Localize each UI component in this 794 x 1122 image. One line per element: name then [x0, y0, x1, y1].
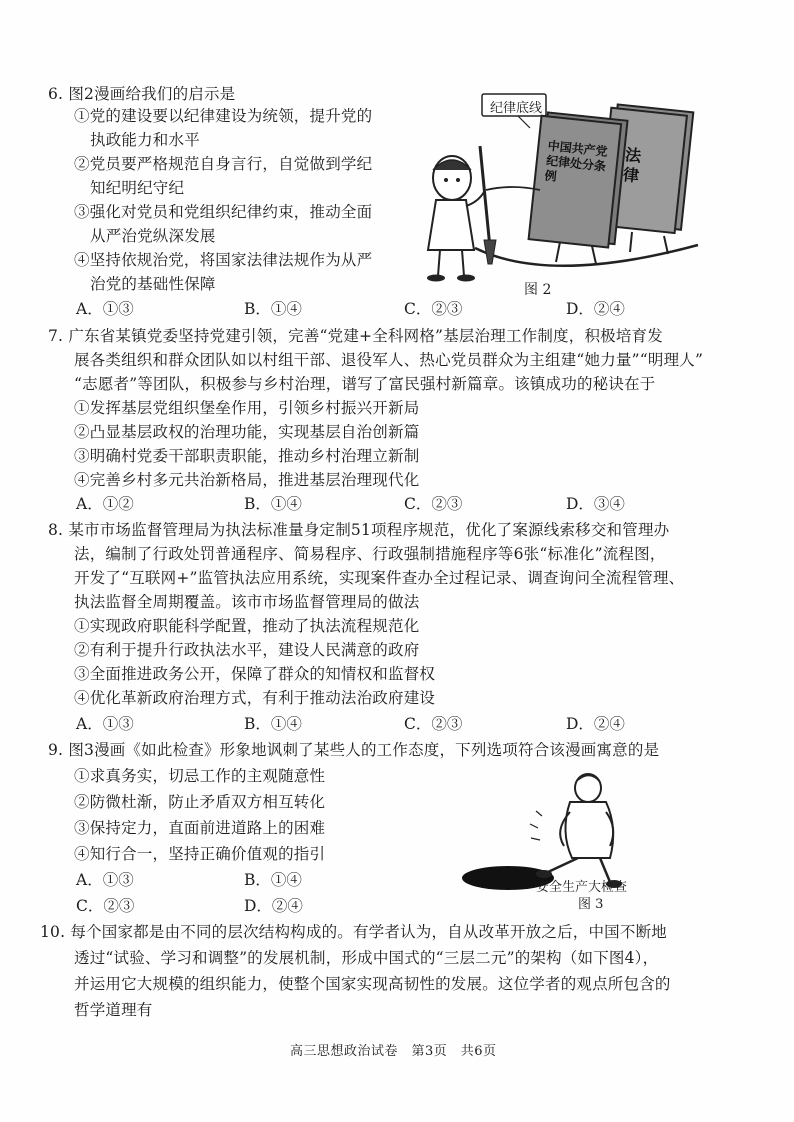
figure-3-label: 安全生产大检查 [536, 880, 628, 895]
q8-stem-line-3: 开发了“互联网+”监管执法应用系统，实现案件查办全过程记录、调查询问全流程管理、 [74, 569, 685, 587]
q7-item-1: ①发挥基层党组织堡垒作用，引领乡村振兴开新局 [74, 399, 420, 417]
q8-option-b: B．①④ [244, 715, 302, 733]
figure-3-caption: 图 3 [578, 897, 604, 912]
q7-stem-line-2: 展各类组织和群众团队如以村组干部、退役军人、热心党员群众为主组建“她力量”“明理人” [74, 351, 704, 369]
q10-stem-line-2: 透过“试验、学习和调整”的发展机制，形成中国式的“三层二元”的架构（如下图4）， [74, 949, 659, 967]
q8-item-4: ④优化革新政府治理方式，有利于推动法治政府建设 [74, 689, 436, 707]
q9-option-c: C．②③ [76, 897, 135, 915]
q9-item-2: ②防微杜渐，防止矛盾双方相互转化 [74, 793, 326, 811]
q6-item-4-line-2: 治党的基础性保障 [90, 275, 216, 293]
figure-2-drawing [400, 80, 700, 300]
q7-stem-line-3: “志愿者”等团队，积极参与乡村治理，谱写了富民强村新篇章。该镇成功的秘诀在于 [74, 375, 656, 393]
q7-stem-line-1: 7. 广东省某镇党委坚持党建引领，完善“党建+全科网格”基层治理工作制度，积极培育发 [48, 327, 663, 345]
q6-item-3-line-1: ③强化对党员和党组织纪律约束，推动全面 [74, 203, 373, 221]
q6-item-3-line-2: 从严治党纵深发展 [90, 227, 216, 245]
q6-item-2-line-1: ②党员要严格规范自身言行，自觉做到学纪 [74, 155, 373, 173]
q6-option-b: B．①④ [244, 300, 302, 318]
q6-option-c: C．②③ [404, 300, 463, 318]
q9-stem: 9. 图3漫画《如此检查》形象地讽刺了某些人的工作态度，下列选项符合该漫画寓意的是 [48, 741, 660, 759]
q7-option-a: A．①② [76, 495, 134, 513]
q6-item-1-line-2: 执政能力和水平 [90, 131, 200, 149]
q9-item-3: ③保持定力，直面前进道路上的困难 [74, 819, 326, 837]
q7-option-b: B．①④ [244, 495, 302, 513]
q9-item-1: ①求真务实，切忌工作的主观随意性 [74, 767, 326, 785]
figure-3-cartoon [450, 762, 650, 912]
q7-option-d: D．③④ [566, 495, 625, 513]
figure-2-cartoon [400, 80, 700, 300]
page-footer: 高三思想政治试卷 第3页 共6页 [290, 1044, 497, 1059]
q8-item-2: ②有利于提升行政执法水平，建设人民满意的政府 [74, 641, 420, 659]
q8-option-c: C．②③ [404, 715, 463, 733]
figure-2-book-1-title: 中国共产党纪律处分条例 [543, 138, 609, 184]
q8-item-3: ③全面推进政务公开，保障了群众的知情权和监督权 [74, 665, 436, 683]
figure-2-caption: 图 2 [524, 282, 552, 298]
q9-item-4: ④知行合一，坚持正确价值观的指引 [74, 845, 326, 863]
q10-stem-line-4: 哲学道理有 [74, 1001, 153, 1019]
q6-item-4-line-1: ④坚持依规治党，将国家法律法规作为从严 [74, 251, 373, 269]
q10-stem-line-3: 并运用它大规模的组织能力，使整个国家实现高韧性的发展。这位学者的观点所包含的 [74, 975, 671, 993]
q6-option-d: D．②④ [566, 300, 625, 318]
figure-2-book-2-title: 法律 [622, 145, 643, 186]
q6-item-2-line-2: 知纪明纪守纪 [90, 179, 185, 197]
q9-option-d: D．②④ [244, 897, 303, 915]
q7-item-2: ②凸显基层政权的治理功能，实现基层自治创新篇 [74, 423, 420, 441]
q8-item-1: ①实现政府职能科学配置，推动了执法流程规范化 [74, 617, 420, 635]
q7-item-3: ③明确村党委干部职责职能，推动乡村治理立新制 [74, 447, 420, 465]
q10-stem-line-1: 10. 每个国家都是由不同的层次结构构成的。有学者认为，自从改革开放之后，中国不断地 [40, 923, 667, 941]
q8-stem-line-2: 法，编制了行政处罚普通程序、简易程序、行政强制措施程序等6张“标准化”流程图， [74, 545, 666, 563]
figure-2-sign-text: 纪律底线 [490, 101, 543, 116]
q8-stem-line-4: 执法监督全周期覆盖。该市市场监督管理局的做法 [74, 593, 420, 611]
q6-stem: 6. 图2漫画给我们的启示是 [48, 85, 236, 103]
q8-stem-line-1: 8. 某市市场监督管理局为执法标准量身定制51项程序规范，优化了案源线索移交和管理办 [48, 521, 670, 539]
q7-option-c: C．②③ [404, 495, 463, 513]
q8-option-d: D．②④ [566, 715, 625, 733]
q9-option-b: B．①④ [244, 871, 302, 889]
q8-option-a: A．①③ [76, 715, 134, 733]
q7-item-4: ④完善乡村多元共治新格局，推进基层治理现代化 [74, 471, 420, 489]
q6-item-1-line-1: ①党的建设要以纪律建设为统领，提升党的 [74, 107, 373, 125]
q6-option-a: A．①③ [76, 300, 134, 318]
q9-option-a: A．①③ [76, 871, 134, 889]
